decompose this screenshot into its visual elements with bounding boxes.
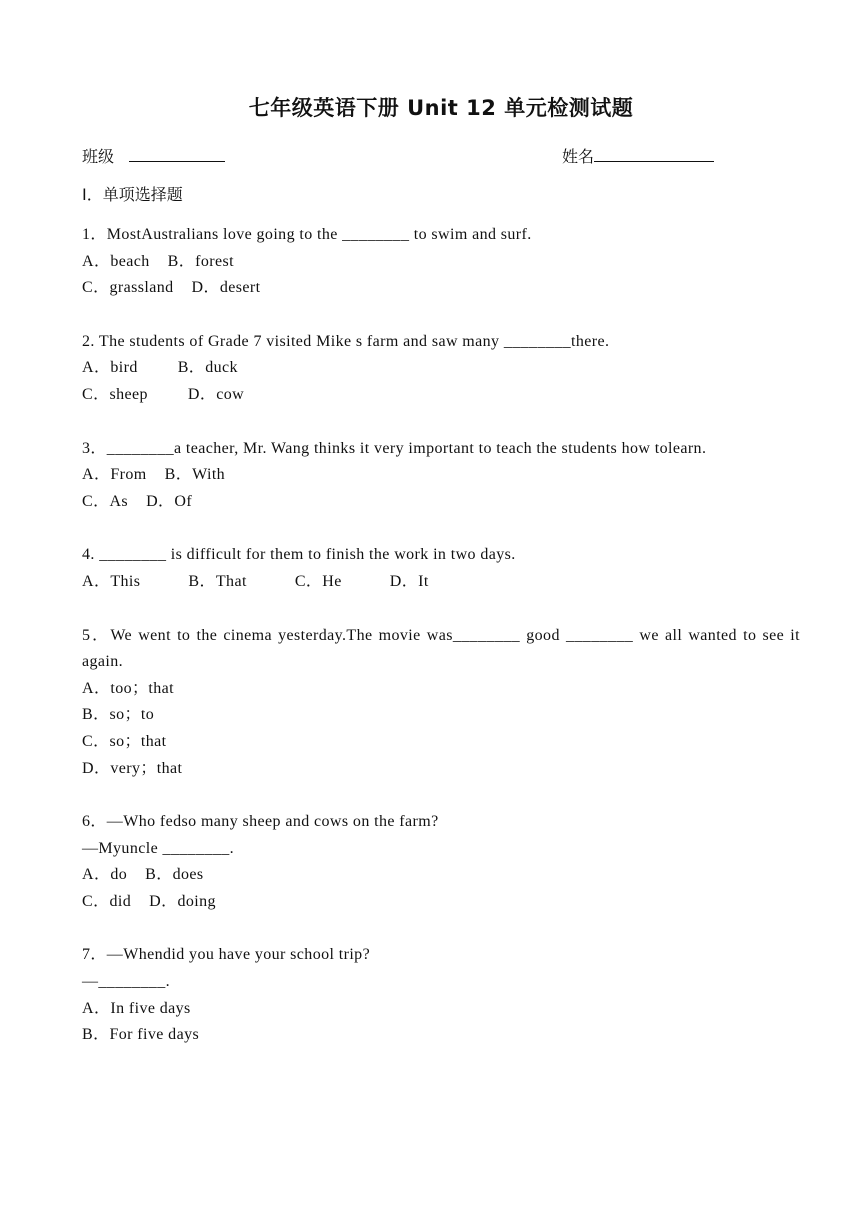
answer-option: B．forest	[167, 252, 234, 270]
answer-option: A．do	[82, 866, 128, 884]
class-field	[82, 144, 225, 167]
class-blank-line	[129, 144, 225, 162]
answer-option: C．grassland	[82, 279, 174, 297]
option-row	[82, 1022, 800, 1049]
option-row	[82, 889, 800, 916]
question-item	[82, 942, 800, 1048]
option-row	[82, 355, 800, 382]
answer-option: A．beach	[82, 252, 150, 270]
answer-option: B．That	[188, 572, 247, 590]
name-label: 姓名	[562, 147, 595, 166]
question-stem: 3．________a teacher, Mr. Wang thinks it very important to teach the students how tolearn.	[82, 439, 707, 457]
option-row	[82, 569, 800, 596]
question-stem-answer-line: —Myuncle ________.	[82, 839, 235, 857]
answer-option: A．too；that	[82, 679, 174, 697]
answer-option: D．It	[389, 572, 429, 590]
answer-option: D．doing	[149, 892, 216, 910]
answer-option: B．duck	[177, 359, 238, 377]
option-row	[82, 996, 800, 1023]
name-field	[562, 144, 714, 167]
option-row	[82, 676, 800, 703]
student-info-row	[82, 144, 800, 168]
answer-option: A．In five days	[82, 999, 191, 1017]
answer-option: B．With	[164, 466, 226, 484]
answer-option: C．so；that	[82, 732, 167, 750]
option-row	[82, 462, 800, 489]
question-item	[82, 222, 800, 302]
option-row	[82, 489, 800, 516]
answer-option: A．This	[82, 572, 141, 590]
question-stem: 6．—Who fedso many sheep and cows on the farm?	[82, 813, 439, 831]
option-row	[82, 249, 800, 276]
answer-option: C．did	[82, 892, 132, 910]
answer-option: B．For five days	[82, 1026, 200, 1044]
option-row	[82, 382, 800, 409]
option-row	[82, 275, 800, 302]
answer-option: A．bird	[82, 359, 138, 377]
answer-option: C．sheep	[82, 385, 148, 403]
option-row	[82, 756, 800, 783]
answer-option: D．cow	[187, 385, 245, 403]
answer-option: D．desert	[191, 279, 261, 297]
question-list	[82, 222, 800, 1076]
section-heading: Ⅰ．单项选择题	[82, 185, 183, 204]
question-item	[82, 809, 800, 915]
answer-option: C．He	[294, 572, 342, 590]
answer-option: B．does	[145, 866, 204, 884]
document-title: 七年级英语下册 Unit 12 单元检测试题	[248, 96, 634, 120]
class-label: 班级	[82, 147, 115, 166]
question-item	[82, 436, 800, 516]
question-stem-answer-line: —________.	[82, 973, 170, 991]
question-stem: 4. ________ is difficult for them to finish the work in two days.	[82, 546, 516, 564]
answer-option: D．Of	[146, 492, 193, 510]
question-stem: 7．—Whendid you have your school trip?	[82, 946, 371, 964]
question-item	[82, 623, 800, 783]
name-blank-line	[594, 144, 714, 162]
answer-option: A．From	[82, 466, 147, 484]
option-row	[82, 702, 800, 729]
question-stem: 5．We went to the cinema yesterday.The movie was________ good ________ we all wanted to see it again.	[82, 626, 800, 671]
answer-option: C．As	[82, 492, 129, 510]
option-row	[82, 729, 800, 756]
answer-option: B．so；to	[82, 706, 155, 724]
option-row	[82, 862, 800, 889]
question-stem: 2. The students of Grade 7 visited Mike s farm and saw many ________there.	[82, 332, 610, 350]
question-item	[82, 329, 800, 409]
question-stem: 1．MostAustralians love going to the ________ to swim and surf.	[82, 226, 532, 243]
question-item	[82, 542, 800, 595]
answer-option: D．very；that	[82, 759, 183, 777]
